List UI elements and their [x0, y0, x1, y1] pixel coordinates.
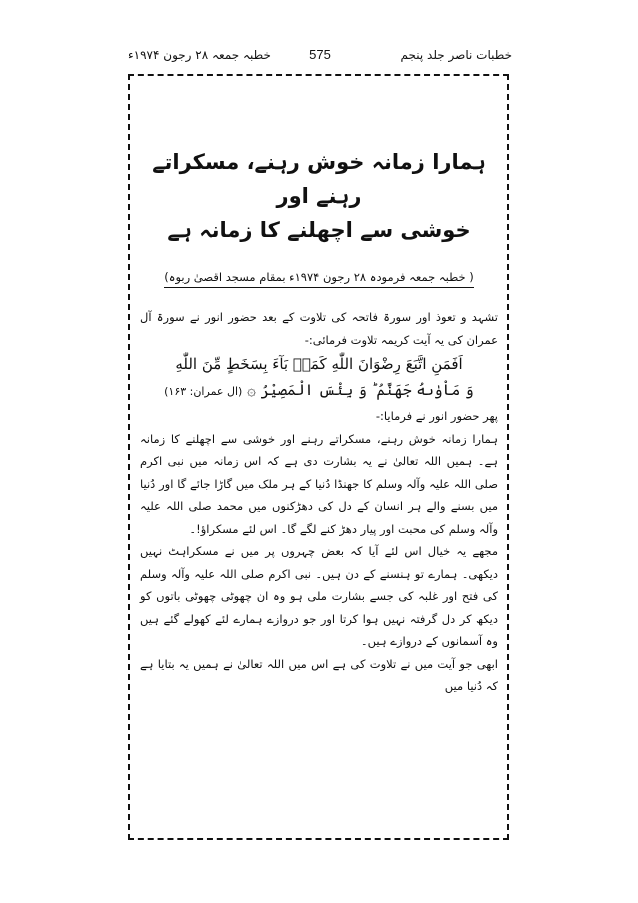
- title-line-1: ہمارا زمانہ خوش رہنے، مسکراتے رہنے اور: [152, 150, 486, 208]
- page-number: 575: [309, 47, 331, 62]
- page-content: [140, 145, 498, 698]
- body-paragraph-3: ابھی جو آیت میں نے تلاوت کی ہے اس میں اللہ تعالیٰ نے ہمیں یہ بتایا ہے کہ دُنیا میں: [140, 656, 498, 693]
- after-verse-line: پھر حضور انور نے فرمایا:-: [375, 409, 498, 423]
- verse-reference: (ال عمران: ۱۶۳): [164, 385, 243, 398]
- page-header: [128, 46, 512, 68]
- body-paragraph-2: مجھے یہ خیال اس لئے آیا کہ بعض چہروں پر میں نے مسکراہٹ نہیں دیکھی۔ ہمارے تو ہنسنے کے دن ہیں۔ نبی اکرم صلی اللہ علیہ وآلہ وسلم کی فتح اور غلبہ کی جسے بشارت ملی ہو وہ ان چھوٹی چھوٹی باتوں کو دیکھ کر دل گرفتہ نہیں ہوا کرتا اور جو دروازے ہمارے لئے کھولے گئے ہیں وہ آسمانوں کے دروازے ہیں۔: [140, 544, 498, 648]
- verse-line-2: [140, 377, 498, 405]
- intro-paragraph: تشہد و تعوذ اور سورۃ فاتحہ کی تلاوت کے بعد حضور انور نے سورۃ آل عمران کی یہ آیت کریمہ تلاوت فرمائی:-: [140, 310, 498, 347]
- sermon-subtitle: ( خطبہ جمعہ فرمودہ ۲۸ رجون ۱۹۷۴ء بمقام مسجد اقصیٰ ربوہ): [164, 267, 474, 288]
- title-line-2: خوشی سے اچھلنے کا زمانہ ہے: [167, 218, 471, 242]
- header-date: خطبہ جمعہ ۲۸ رجون ۱۹۷۴ء: [128, 48, 271, 62]
- body-paragraph-1: ہمارا زمانہ خوش رہنے، مسکراتے رہنے اور خوشی سے اچھلنے کا زمانہ ہے۔ ہمیں اللہ تعالیٰ نے یہ بشارت دی ہے کہ اس زمانہ میں نبی اکرم صلی اللہ علیہ وآلہ وسلم کا جھنڈا دُنیا کے ہر ملک میں گاڑا جائے گا اور دُنیا میں بسنے والے ہر انسان کے دل کی دھڑکنوں میں محمد صلی اللہ علیہ وآلہ وسلم کی محبت اور پیار دھڑ کنے لگے گا۔ اس لئے مسکراؤ!۔: [140, 431, 498, 536]
- verse-line-1: اَفَمَنِ اتَّبَعَ رِضْوَانَ اللّٰهِ كَمَنۢ بَآءَ بِسَخَطٍ مِّنَ اللّٰهِ: [175, 355, 463, 373]
- verse-line-2-text: وَ مَاْوٰىهُ جَهَنَّمُ ؕ وَ بِئْسَ الْمَصِيْرُ ۞: [247, 381, 474, 399]
- header-book-title: خطبات ناصر جلد پنجم: [400, 48, 512, 62]
